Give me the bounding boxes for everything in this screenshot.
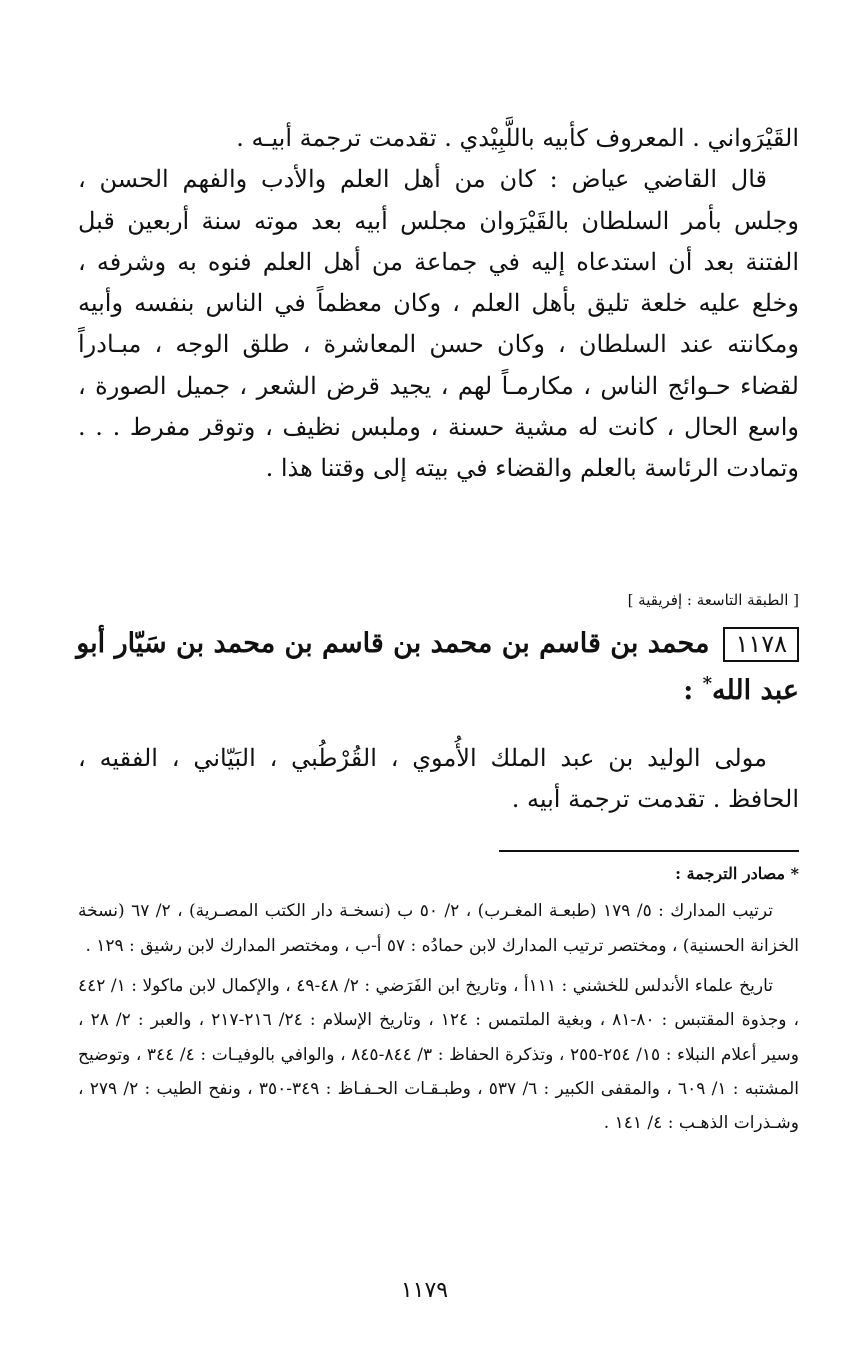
sources-heading: * مصادر الترجمة : [675, 864, 799, 883]
sources-paragraph-1: ترتيب المدارك : ٥/ ١٧٩ (طبعـة المغـرب) ، ٢/ ٥٠ ب (نسخـة دار الكتب المصـرية) ، ٢/ ٦٧ (نسخة الخزانة الحسنية) ، ومختصر ترتيب المدارك لابن حمادُه : ٥٧ أ-ب ، ومختصر المدارك لابن رشيق : ١٢٩ . [78, 901, 799, 956]
entry-number-box: ١١٧٨ [723, 627, 799, 662]
main-text [78, 118, 799, 489]
entry-body [78, 738, 799, 821]
sources-paragraph-2: تاريخ علماء الأندلس للخشني : ١١١أ ، وتاريخ ابن الفَرَضي : ٢/ ٤٨-٤٩ ، والإكمال لابن ماكولا : ١/ ٤٤٢ ، وجذوة المقتبس : ٨٠-٨١ ، وبغية الملتمس : ١٢٤ ، وتاريخ الإسلام : ٢٤/ ٢١٦-٢١٧ ، والعبر : ٢/ ٢٨ ، وسير أعلام النبلاء : ١٥/ ٢٥٤-٢٥٥ ، وتذكرة الحفاظ : ٣/ ٨٤٤-٨٤٥ ، والوافي بالوفيـات : ٤/ ٣٤٤ ، وتوضيح المشتبه : ١/ ٦٠٩ ، والمقفى الكبير : ٦/ ٥٣٧ ، وطبـقـات الحـفـاظ : ٣٤٩-٣٥٠ ، ونفح الطيب : ٢/ ٢٧٩ ، وشـذرات الذهـب : ٤/ ١٤١ . [78, 975, 800, 1134]
section-label: [ الطبقة التاسعة : إفريقية ] [627, 591, 799, 609]
footnote-marker: * [702, 673, 713, 695]
biography-paragraph: قال القاضي عياض : كان من أهل العلم والأدب والفهم الحسن ، وجلس بأمر السلطان بالقَيْرَوان مجلس أبيه بعد موته سنة أربعين قبل الفتنة بعد أن استدعاه إليه في جماعة من أهل العلم فنوه به وشرفه ، وخلع عليه خلعة تليق بأهل العلم ، وكان معظماً في الناس بنفسه وأبيه ومكانته عند السلطان ، وكان حسن المعاشرة ، طلق الوجه ، مبـادراً لقضاء حـوائج الناس ، مكارمـاً لهم ، يجيد قرض الشعر ، جميل الصورة ، واسع الحال ، كانت له مشية حسنة ، وملبس نظيف ، وتوقر مفرط . . . وتمادت الرئاسة بالعلم والقضاء في بيته إلى وقتنا هذا . [78, 165, 800, 483]
page-number: ١١٧٩ [400, 1278, 449, 1303]
entry-body-line-1: مولى الوليد بن عبد الملك الأُموي ، القُرْطُبي ، البَيّاني ، الفقيه ، الحافظ . [78, 744, 799, 814]
entry-body-line-2: تقدمت ترجمة أبيه . [511, 785, 706, 814]
entry-heading [60, 620, 799, 715]
footnote-divider [499, 850, 799, 852]
entry-body-text [78, 738, 799, 821]
continuation-line: القَيْرَواني . المعروف كأبيه باللَّبِيْدي . تقدمت ترجمة أبيـه . [236, 124, 799, 152]
entry-title: محمد بن قاسم بن محمد بن قاسم بن محمد بن سَيّار أبو عبد الله [76, 628, 799, 707]
entry-colon: : [683, 675, 703, 707]
sources-footnote [78, 858, 799, 1147]
